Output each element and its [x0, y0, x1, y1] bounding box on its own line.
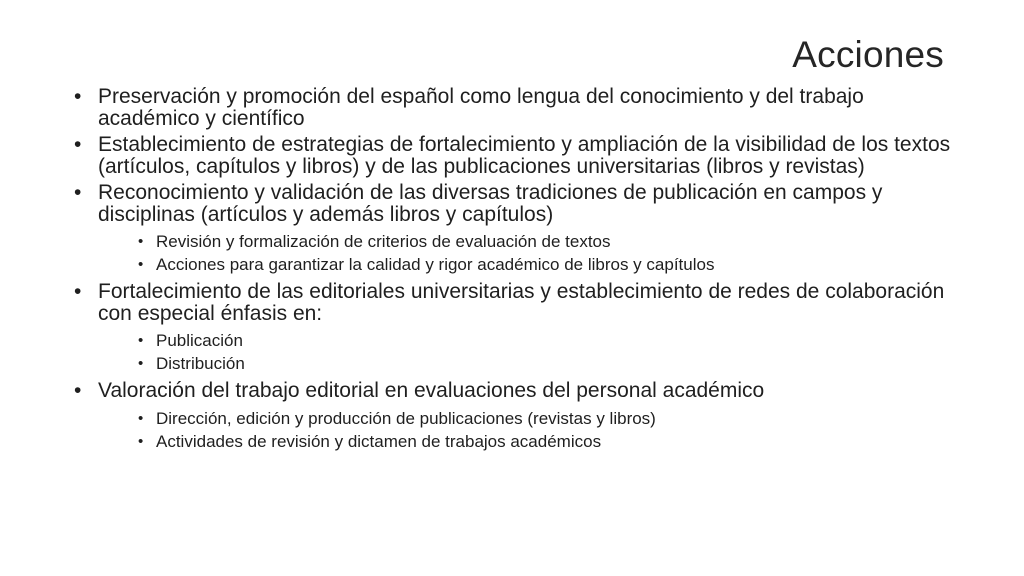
sub-bullet-item: • Acciones para garantizar la calidad y rigor académico de libros y capítulos	[138, 253, 954, 276]
bullet-list	[74, 86, 954, 453]
sub-bullet-item: • Distribución	[138, 352, 954, 375]
bullet-item-2	[74, 134, 954, 177]
bullet-text: Reconocimiento y validación de las diversas tradiciones de publicación en campos y disciplinas (artículos y además libros y capítulos)	[98, 181, 883, 226]
sub-bullet-item: • Publicación	[138, 329, 954, 352]
bullet-item-4	[74, 281, 954, 375]
sub-bullet-item: • Actividades de revisión y dictamen de trabajos académicos	[138, 430, 954, 453]
sub-bullet-list	[98, 407, 954, 453]
bullet-text: Valoración del trabajo editorial en evaluaciones del personal académico	[98, 379, 765, 402]
sub-bullet-list	[98, 230, 954, 276]
bullet-text: Preservación y promoción del español como lengua del conocimiento y del trabajo académico y científico	[98, 85, 864, 130]
bullet-text: Fortalecimiento de las editoriales universitarias y establecimiento de redes de colaboración con especial énfasis en:	[98, 280, 945, 325]
slide-title: Acciones	[792, 34, 944, 75]
bullet-item-5	[74, 380, 954, 453]
sub-bullet-item: • Dirección, edición y producción de publicaciones (revistas y libros)	[138, 407, 954, 430]
bullet-item-3	[74, 182, 954, 276]
bullet-text: Establecimiento de estrategias de fortalecimiento y ampliación de la visibilidad de los textos (artículos, capítulos y libros) y de las publicaciones universitarias (libros y revistas)	[98, 133, 951, 178]
sub-bullet-list	[98, 329, 954, 375]
sub-bullet-item: • Revisión y formalización de criterios de evaluación de textos	[138, 230, 954, 253]
bullet-item-1	[74, 86, 954, 129]
